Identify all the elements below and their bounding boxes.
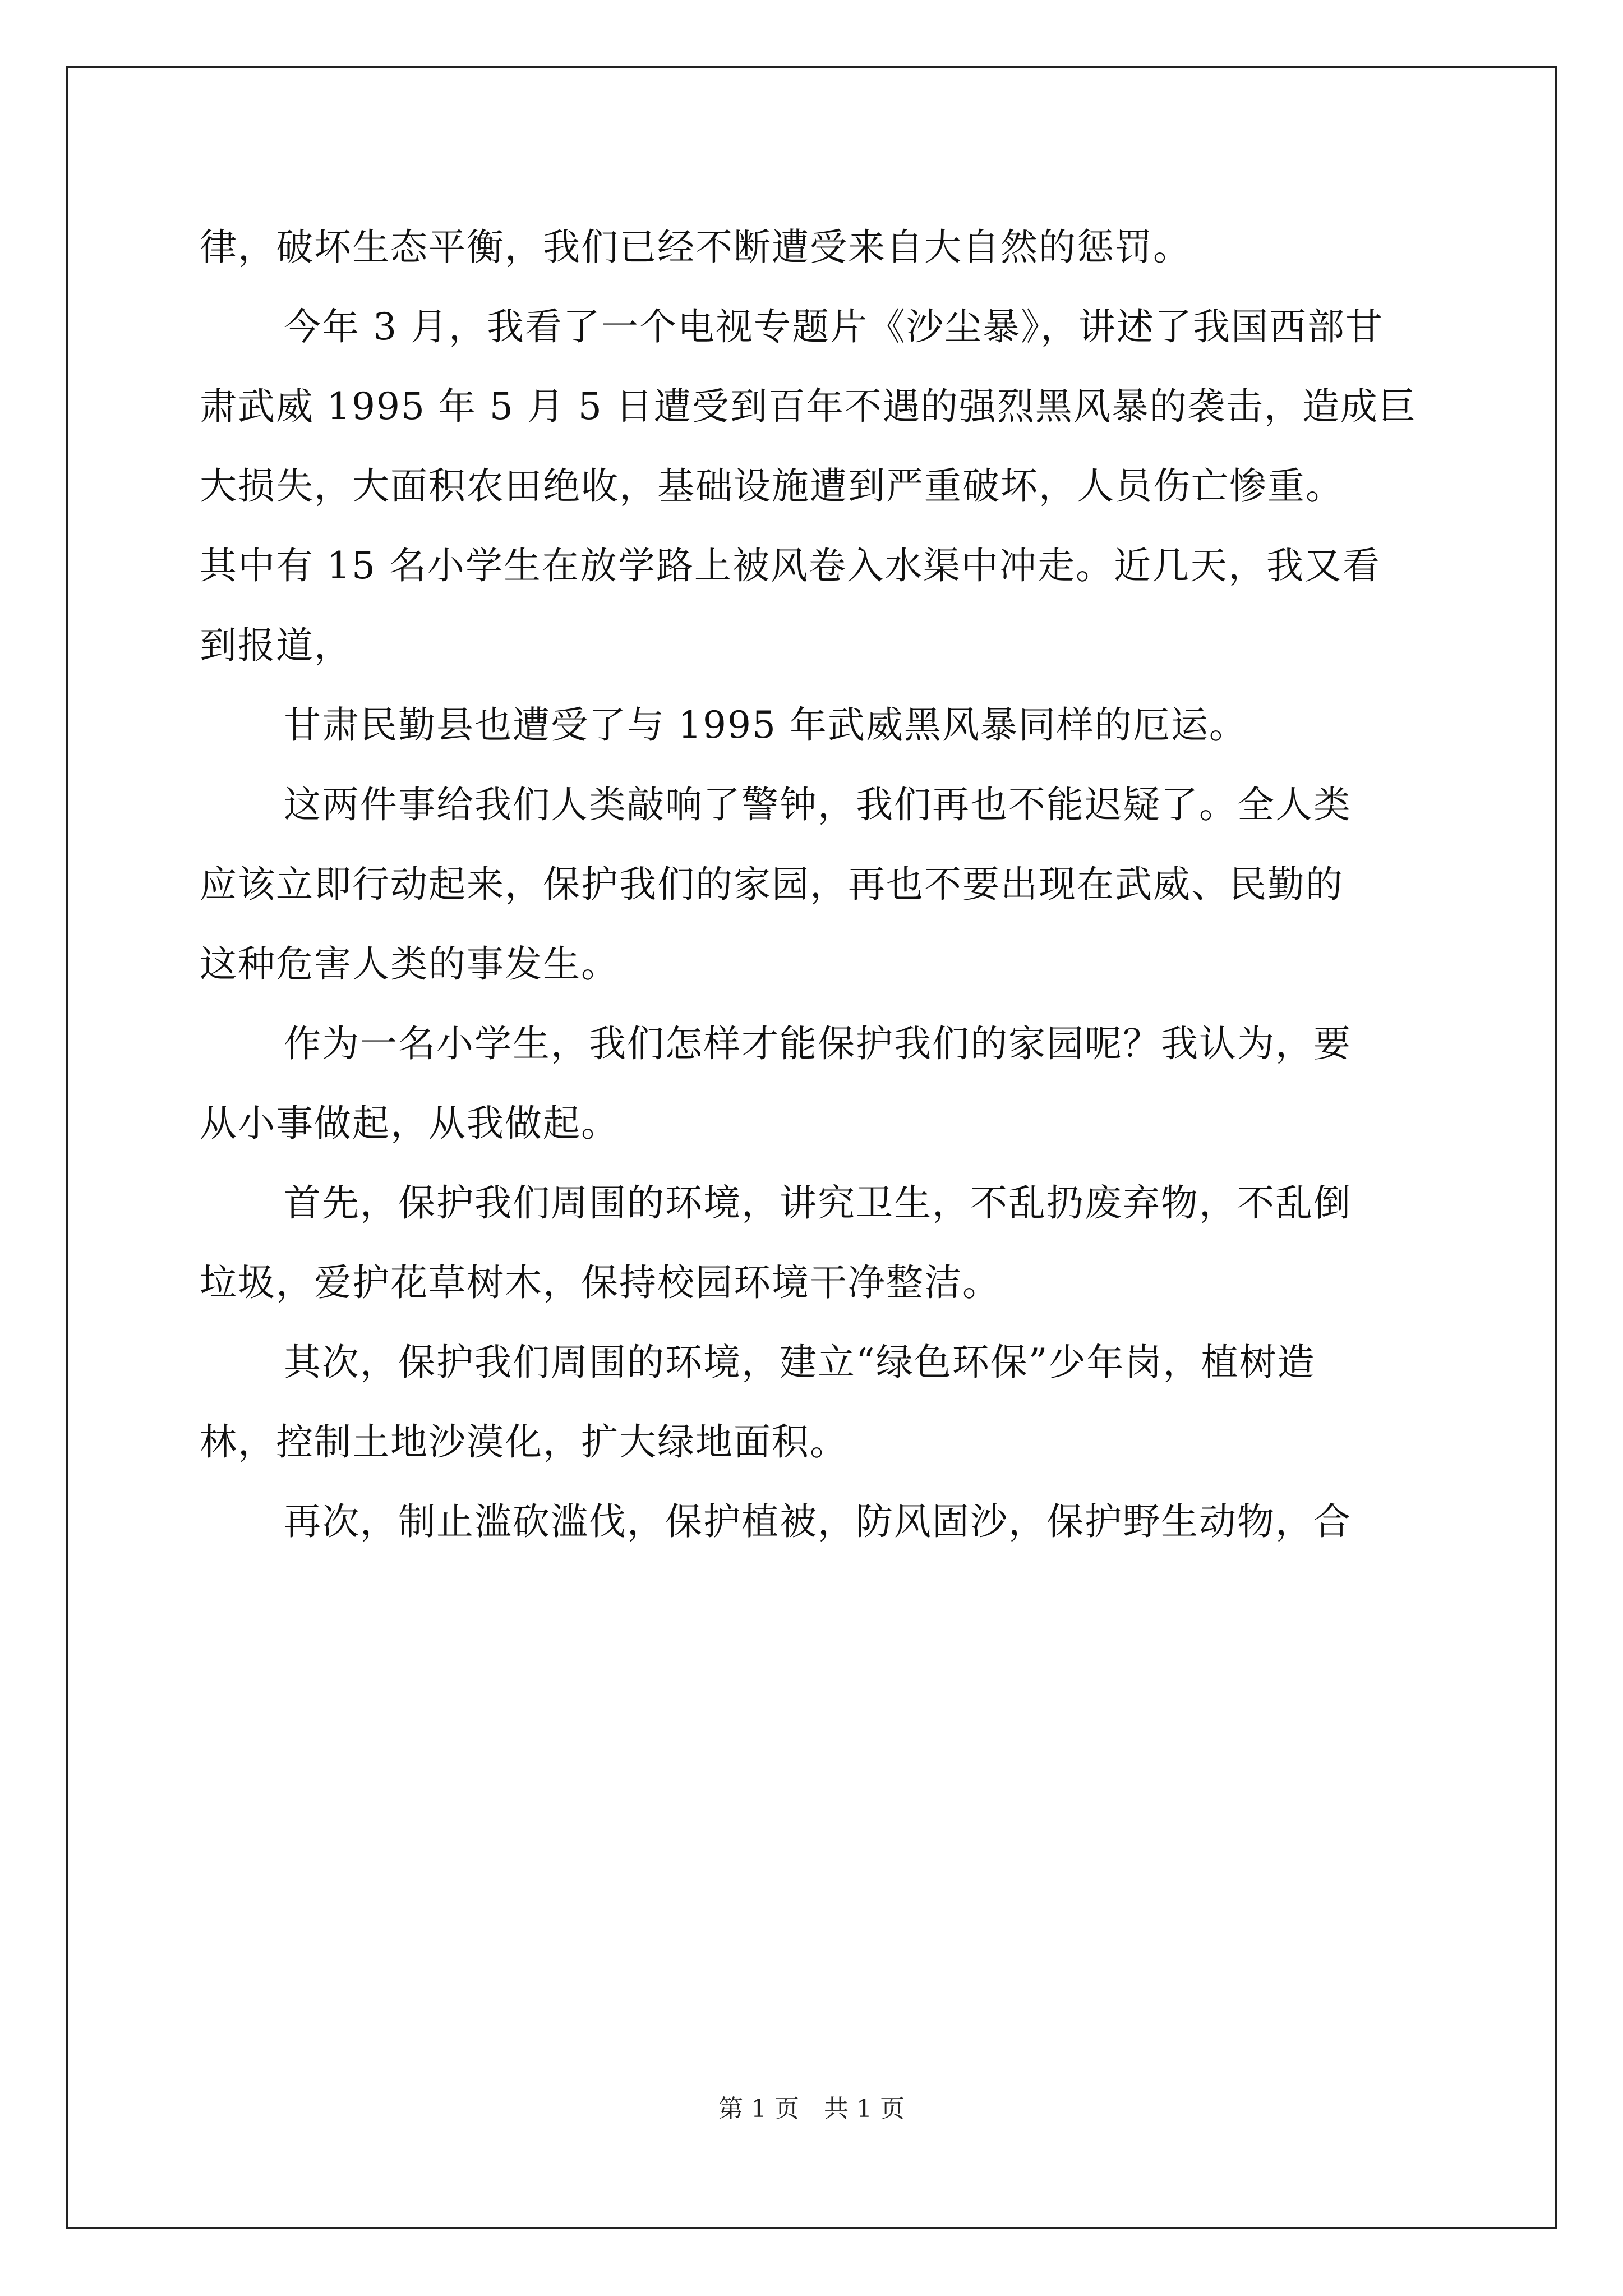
text-line-12: 从小事做起，从我做起。 [200,1102,619,1145]
text-line-4: 大损失，大面积农田绝收，基础设施遭到严重破坏，人员伤亡惨重。 [200,464,1344,508]
text-line-9: 应该立即行动起来，保护我们的家园，再也不要出现在武威、民勤的 [200,863,1344,906]
document-body [200,208,1428,1562]
text-line-2: 今年 3 月，我看了一个电视专题片《沙尘暴》，讲述了我国西部甘 [284,305,1384,348]
text-line-1: 律，破坏生态平衡，我们已经不断遭受来自大自然的惩罚。 [200,226,1191,269]
text-line-17: 再次，制止滥砍滥伐，保护植被，防风固沙，保护野生动物，合 [284,1500,1352,1543]
text-line-8: 这两件事给我们人类敲响了警钟，我们再也不能迟疑了。全人类 [284,783,1352,826]
text-line-6: 到报道， [200,624,352,667]
text-line-7: 甘肃民勤县也遭受了与 1995 年武威黑风暴同样的厄运。 [284,703,1247,747]
text-line-16: 林，控制土地沙漠化，扩大绿地面积。 [200,1420,848,1464]
text-line-10: 这种危害人类的事发生。 [200,942,619,986]
text-line-11: 作为一名小学生，我们怎样才能保护我们的家园呢？我认为，要 [284,1022,1352,1065]
page-footer: 第 1 页 共 1 页 [718,2095,905,2123]
text-line-15: 其次，保护我们周围的环境，建立“绿色环保”少年岗，植树造 [284,1341,1316,1384]
text-line-14: 垃圾，爱护花草树木，保持校园环境干净整洁。 [200,1261,1000,1304]
text-line-3: 肃武威 1995 年 5 月 5 日遭受到百年不遇的强烈黑风暴的袭击，造成巨 [200,385,1417,428]
text-line-13: 首先，保护我们周围的环境，讲究卫生，不乱扔废弃物，不乱倒 [284,1181,1352,1225]
text-line-5: 其中有 15 名小学生在放学路上被风卷入水渠中冲走。近几天，我又看 [200,544,1381,587]
